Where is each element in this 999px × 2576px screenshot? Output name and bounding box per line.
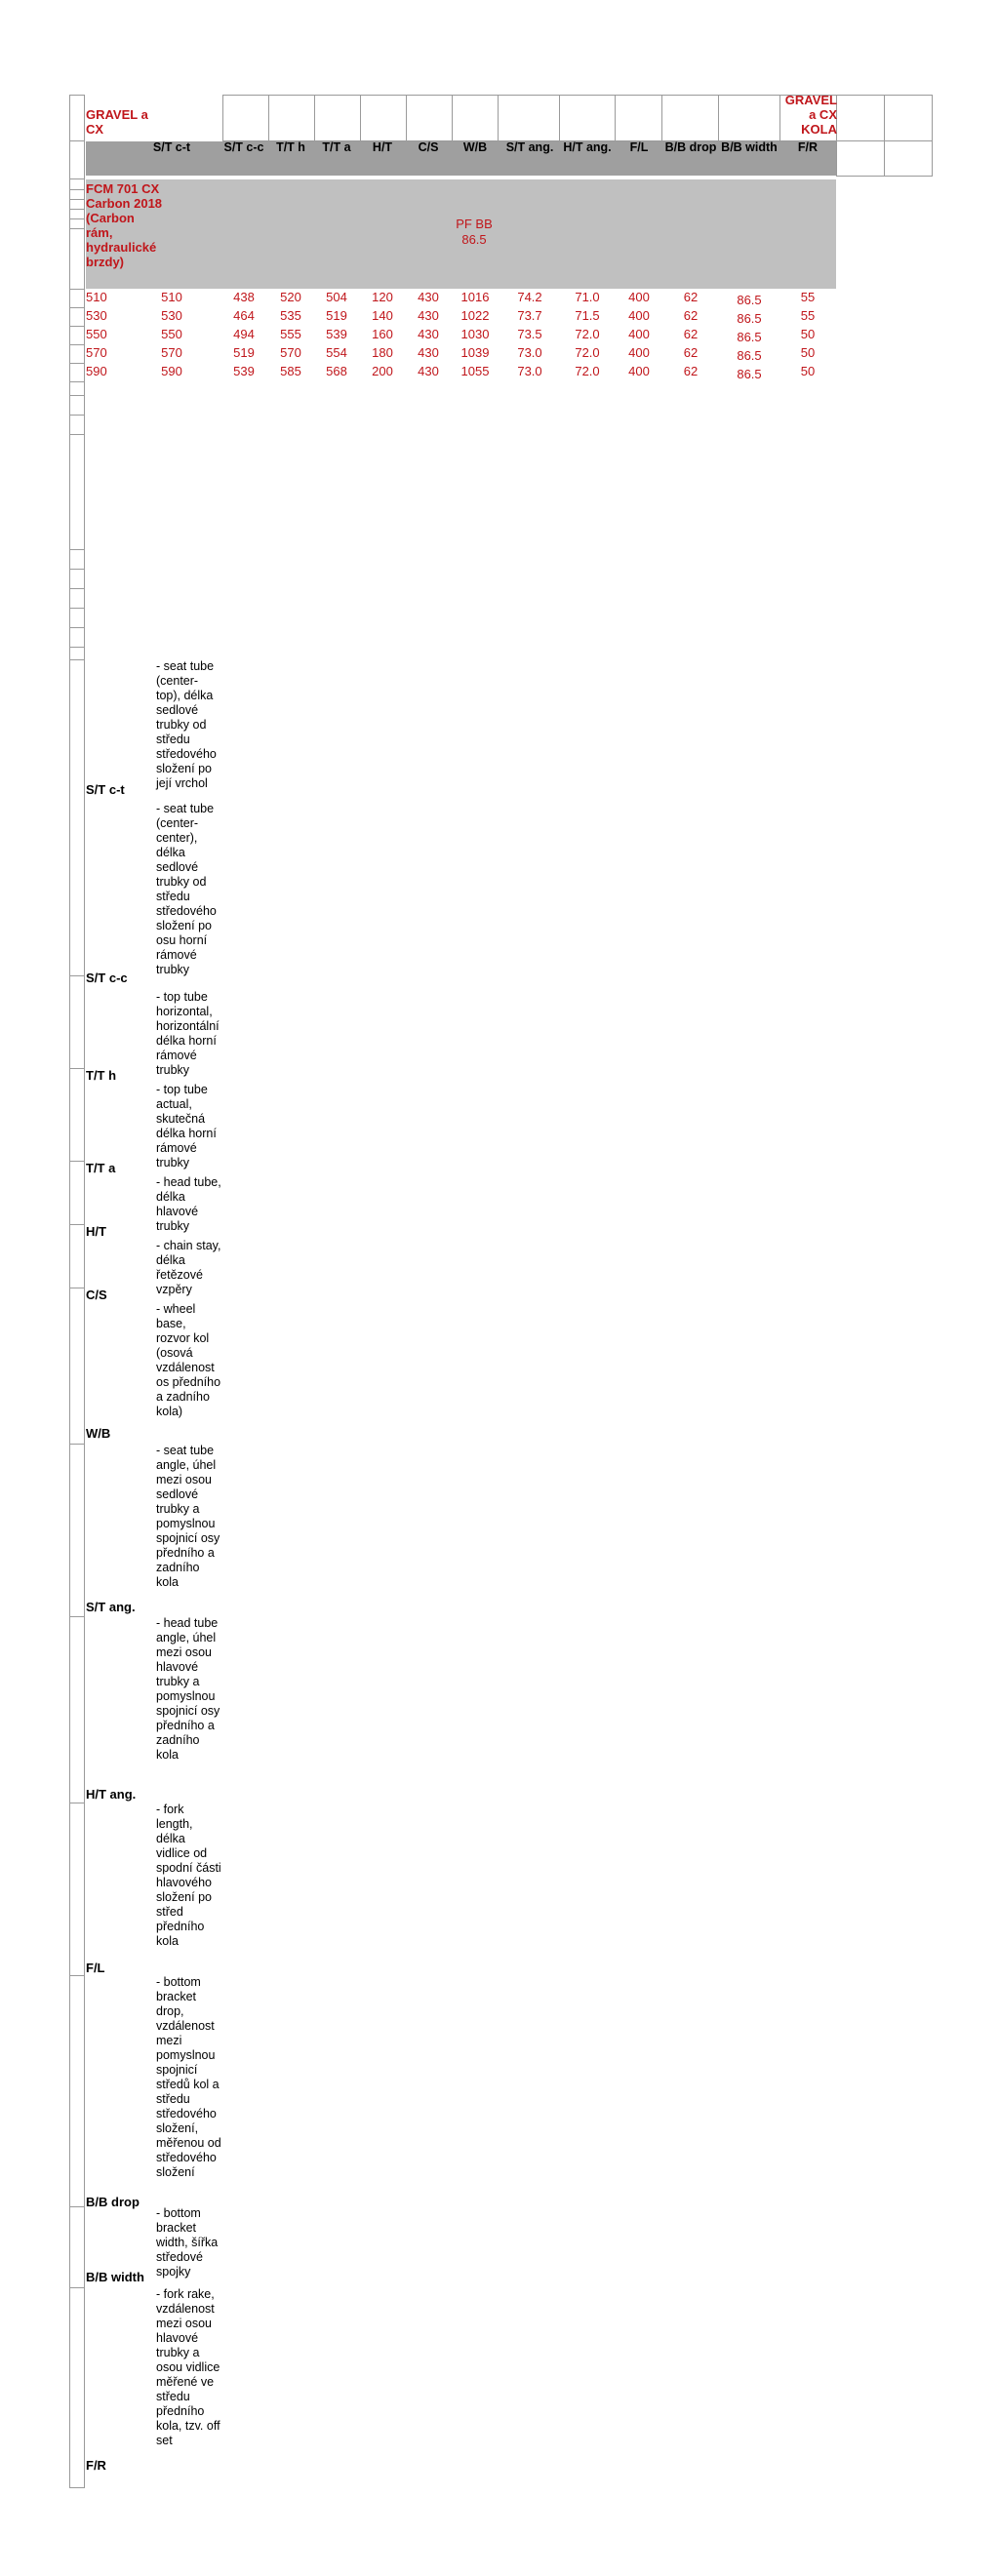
table-cell: 86.5: [737, 293, 762, 307]
row-divider: [69, 608, 85, 609]
definition-text: - fork rake, vzdálenost mezi osou hlavové trubky a osou vidlice měřené ve středu předního kola, tzv. off set: [156, 2287, 220, 2447]
definition-term: C/S: [86, 1288, 107, 1302]
table-cell: 400: [628, 308, 650, 323]
column-header: S/T c-t: [152, 140, 191, 154]
table-cell: 55: [800, 308, 816, 323]
row-divider: [69, 395, 85, 396]
table-cell: 400: [628, 345, 650, 360]
table-cell: 554: [326, 345, 347, 360]
row-divider: [69, 1161, 85, 1162]
table-cell: 86.5: [737, 348, 762, 363]
table-cell: 50: [800, 345, 816, 360]
table-cell: 535: [280, 308, 301, 323]
column-header: H/T ang.: [563, 140, 612, 154]
empty-cell: [836, 95, 885, 141]
table-cell: 74.2: [517, 290, 542, 304]
column-header: S/T c-c: [223, 140, 264, 154]
definition-text: - top tube actual, skutečná délka horní rámové trubky: [156, 1083, 217, 1169]
row-divider: [69, 178, 85, 179]
column-header: F/R: [797, 140, 819, 154]
definition-text: - wheel base, rozvor kol (osová vzdálenost os předního a zadního kola): [156, 1302, 221, 1418]
definition-text: - head tube angle, úhel mezi osou hlavové trubky a pomyslnou spojnicí osy předního a zadního kola: [156, 1616, 220, 1762]
row-divider: [69, 1975, 85, 1976]
table-cell: 510: [161, 290, 182, 304]
table-cell: 55: [800, 290, 816, 304]
table-cell: 86.5: [737, 311, 762, 326]
table-cell: 72.0: [575, 345, 600, 360]
definition-term: T/T a: [86, 1161, 116, 1175]
table-cell: 430: [418, 345, 439, 360]
table-cell: 430: [418, 290, 439, 304]
row-divider: [69, 140, 85, 141]
definition-text: - head tube, délka hlavové trubky: [156, 1175, 221, 1233]
empty-cell: [559, 95, 616, 141]
row-divider: [69, 228, 85, 229]
table-title-left: GRAVEL a CX: [86, 107, 148, 137]
row-divider: [69, 1444, 85, 1445]
row-divider: [69, 569, 85, 570]
row-gutter: [69, 95, 85, 2487]
column-header: F/L: [629, 140, 649, 154]
row-divider: [69, 218, 85, 219]
table-cell: 62: [683, 345, 699, 360]
row-divider: [69, 189, 85, 190]
empty-cell: [268, 95, 315, 141]
definition-text: - seat tube (center-top), délka sedlové trubky od středu středového složení po její vrchol: [156, 659, 217, 790]
table-cell: 438: [233, 290, 255, 304]
row-divider: [69, 95, 85, 96]
table-cell: 464: [233, 308, 255, 323]
column-header: B/B drop: [664, 140, 717, 154]
table-cell: 568: [326, 364, 347, 378]
table-cell: 400: [628, 364, 650, 378]
table-cell: 86.5: [737, 367, 762, 381]
row-divider: [69, 199, 85, 200]
table-cell: 539: [326, 327, 347, 341]
row-divider: [69, 434, 85, 435]
empty-cell: [360, 95, 407, 141]
definition-term: F/L: [86, 1961, 105, 1975]
table-cell: 200: [372, 364, 393, 378]
table-cell: 585: [280, 364, 301, 378]
table-cell: 71.5: [575, 308, 600, 323]
table-cell: 430: [418, 308, 439, 323]
definition-text: - fork length, délka vidlice od spodní části hlavového složení po střed předního kola: [156, 1803, 221, 1948]
table-cell: 72.0: [575, 327, 600, 341]
column-header: T/T a: [322, 140, 351, 154]
empty-cell: [314, 95, 361, 141]
row-divider: [69, 344, 85, 345]
definition-text: - top tube horizontal, horizontální délka horní rámové trubky: [156, 990, 220, 1077]
row-divider: [69, 659, 85, 660]
column-header: C/S: [418, 140, 439, 154]
row-divider: [69, 549, 85, 550]
table-cell: 120: [372, 290, 393, 304]
empty-cell: [661, 95, 719, 141]
table-cell: 140: [372, 308, 393, 323]
empty-cell: [406, 95, 453, 141]
definition-term: B/B width: [86, 2270, 144, 2284]
table-cell: 590: [161, 364, 182, 378]
model-name: FCM 701 CX Carbon 2018 (Carbon rám, hydraulické brzdy): [86, 181, 163, 269]
definition-text: - chain stay, délka řetězové vzpěry: [156, 1239, 221, 1296]
column-header: H/T: [372, 140, 393, 154]
row-divider: [69, 2206, 85, 2207]
size-cell: 570: [86, 345, 107, 360]
size-cell: 510: [86, 290, 107, 304]
row-divider: [69, 1068, 85, 1069]
definition-term: S/T ang.: [86, 1600, 136, 1614]
table-cell: 73.0: [517, 345, 542, 360]
table-cell: 73.5: [517, 327, 542, 341]
size-cell: 530: [86, 308, 107, 323]
row-divider: [69, 363, 85, 364]
table-cell: 50: [800, 364, 816, 378]
table-cell: 570: [280, 345, 301, 360]
table-cell: 72.0: [575, 364, 600, 378]
definition-term: H/T ang.: [86, 1787, 137, 1802]
definition-term: W/B: [86, 1426, 111, 1441]
empty-cell: [615, 95, 662, 141]
bb-note: PF BB 86.5: [456, 217, 493, 247]
table-cell: 71.0: [575, 290, 600, 304]
table-cell: 1016: [460, 290, 490, 304]
row-divider: [69, 975, 85, 976]
size-cell: 550: [86, 327, 107, 341]
table-cell: 530: [161, 308, 182, 323]
table-cell: 86.5: [737, 330, 762, 344]
table-cell: 73.7: [517, 308, 542, 323]
definition-text: - seat tube (center-center), délka sedlové trubky od středu středového složení po osu horní rámové trubky: [156, 802, 217, 976]
empty-cell: [718, 95, 780, 141]
table-cell: 62: [683, 308, 699, 323]
empty-cell: [222, 95, 269, 141]
row-divider: [69, 307, 85, 308]
empty-cell: [884, 140, 933, 177]
definition-text: - seat tube angle, úhel mezi osou sedlové trubky a pomyslnou spojnicí osy předního a zadního kola: [156, 1444, 220, 1589]
empty-cell: [884, 95, 933, 141]
row-divider: [69, 381, 85, 382]
row-divider: [69, 627, 85, 628]
row-divider: [69, 588, 85, 589]
column-header: B/B width: [721, 140, 778, 154]
table-cell: 519: [233, 345, 255, 360]
table-cell: 430: [418, 327, 439, 341]
definition-term: F/R: [86, 2458, 106, 2473]
table-cell: 1030: [460, 327, 490, 341]
table-cell: 430: [418, 364, 439, 378]
table-cell: 539: [233, 364, 255, 378]
table-cell: 160: [372, 327, 393, 341]
column-header: S/T ang.: [505, 140, 554, 154]
table-cell: 504: [326, 290, 347, 304]
definition-term: H/T: [86, 1224, 106, 1239]
empty-cell: [452, 95, 499, 141]
table-cell: 62: [683, 290, 699, 304]
table-cell: 400: [628, 290, 650, 304]
column-header: W/B: [462, 140, 488, 154]
row-divider: [69, 209, 85, 210]
row-divider: [69, 2487, 85, 2488]
row-divider: [69, 1616, 85, 1617]
table-cell: 1039: [460, 345, 490, 360]
table-cell: 50: [800, 327, 816, 341]
table-cell: 1055: [460, 364, 490, 378]
empty-cell: [836, 140, 885, 177]
table-cell: 570: [161, 345, 182, 360]
definition-term: T/T h: [86, 1068, 117, 1083]
definition-term: S/T c-c: [86, 971, 128, 985]
row-divider: [69, 2287, 85, 2288]
row-divider: [69, 1224, 85, 1225]
table-cell: 1022: [460, 308, 490, 323]
definition-text: - bottom bracket drop, vzdálenost mezi pomyslnou spojnicí středů kol a středu středového složení, měřenou od středového složení: [156, 1975, 221, 2179]
row-divider: [69, 647, 85, 648]
definition-text: - bottom bracket width, šířka středové spojky: [156, 2206, 219, 2279]
table-title-right: GRAVEL a CX KOLA: [784, 93, 837, 137]
table-cell: 555: [280, 327, 301, 341]
column-header: T/T h: [276, 140, 305, 154]
table-cell: 520: [280, 290, 301, 304]
empty-cell: [498, 95, 560, 141]
size-cell: 590: [86, 364, 107, 378]
row-divider: [69, 415, 85, 416]
table-cell: 62: [683, 364, 699, 378]
table-cell: 494: [233, 327, 255, 341]
table-cell: 400: [628, 327, 650, 341]
table-cell: 73.0: [517, 364, 542, 378]
table-cell: 519: [326, 308, 347, 323]
table-cell: 180: [372, 345, 393, 360]
definition-term: B/B drop: [86, 2195, 140, 2209]
table-cell: 62: [683, 327, 699, 341]
definition-term: S/T c-t: [86, 782, 125, 797]
row-divider: [69, 289, 85, 290]
table-cell: 550: [161, 327, 182, 341]
row-divider: [69, 326, 85, 327]
